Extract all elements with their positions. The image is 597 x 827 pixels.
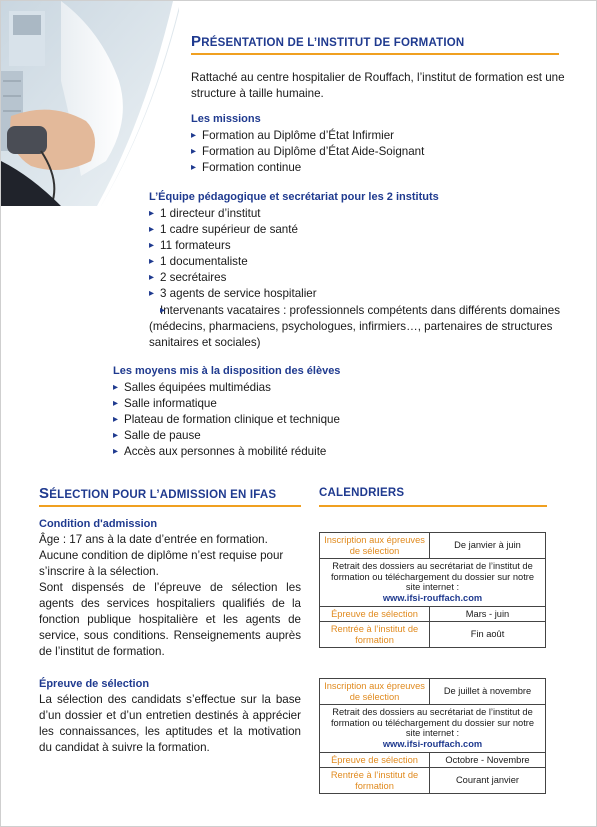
rentree-value: Courant janvier (430, 768, 546, 794)
condition-line: Sont dispensés de l’épreuve de sélection les agents des services hospitaliers qualifiés de la fonction publique hospitalière et les agents de service, sous conditions. Renseignements auprès de l’institut de formation. (39, 581, 301, 658)
retrait-cell (320, 705, 546, 752)
calendar-table-2 (319, 678, 546, 794)
rentree-label: Rentrée à l’institut de formation (320, 768, 430, 794)
condition-heading: Condition d'admission (39, 518, 158, 530)
table-row (320, 606, 546, 622)
condition-line: Âge : 17 ans à la date d’entrée en formation. (39, 533, 268, 546)
retrait-cell (320, 559, 546, 606)
epreuve-label: Épreuve de sélection (320, 606, 430, 622)
list-item: ▸ Salles équipées multimédias (113, 380, 553, 396)
table-row (320, 768, 546, 794)
table-row (320, 752, 546, 768)
epreuve-text: La sélection des candidats s’effectue sur la base d’un dossier et d’un entretien destinés à apprécier les connaissances, les aptitudes et la motivation du candidat à suivre la formation. (39, 693, 301, 754)
epreuve-label: Épreuve de sélection (320, 752, 430, 768)
title-initial: S (39, 485, 50, 502)
presentation-intro: Rattaché au centre hospitalier de Rouffach, l’institut de formation est une structure à taille humaine. (191, 71, 565, 100)
website-link[interactable]: www.ifsi-rouffach.com (382, 592, 483, 603)
moyens-heading: Les moyens mis à la disposition des élèves (113, 365, 341, 377)
condition-text (39, 532, 301, 660)
table-row (320, 533, 546, 559)
list-item: ▸ 1 cadre supérieur de santé (149, 222, 569, 238)
nurse-photo (1, 1, 179, 206)
table-row (320, 559, 546, 606)
missions-heading: Les missions (191, 113, 261, 125)
list-item: ▸ Intervenants vacataires : professionnels compétents dans différents domaines (médecins, pharmaciens, psychologues, infirmiers…, partenaires de structures sanitaires et sociales) (149, 303, 569, 351)
title-underline (39, 505, 301, 507)
list-item: ▸ Salle informatique (113, 396, 553, 412)
inscription-value: De janvier à juin (430, 533, 546, 559)
epreuve-value: Octobre - Novembre (430, 752, 546, 768)
title-underline (319, 505, 547, 507)
table-row (320, 622, 546, 648)
inscription-value: De juillet à novembre (430, 679, 546, 705)
retrait-text: Retrait des dossiers au secrétariat de l’institut de formation ou téléchargement du dossier sur notre site internet : (330, 561, 535, 593)
list-item: ▸ 1 directeur d’institut (149, 206, 569, 222)
list-item: ▸ Plateau de formation clinique et technique (113, 412, 553, 428)
missions-list (191, 128, 561, 176)
list-item: ▸ Formation au Diplôme d’État Aide-Soignant (191, 144, 561, 160)
epreuve-heading: Épreuve de sélection (39, 678, 150, 690)
list-item: ▸ Formation continue (191, 160, 561, 176)
inscription-label: Inscription aux épreuves de sélection (320, 533, 430, 559)
list-item: ▸ Salle de pause (113, 428, 553, 444)
condition-line: Aucune condition de diplôme n’est requise pour s’inscrire à la sélection. (39, 549, 284, 578)
epreuve-value: Mars - juin (430, 606, 546, 622)
list-item: ▸ 2 secrétaires (149, 270, 569, 286)
rentree-value: Fin août (430, 622, 546, 648)
website-link[interactable]: www.ifsi-rouffach.com (382, 738, 483, 749)
table-row (320, 679, 546, 705)
calendriers-title: CALENDRIERS (319, 487, 405, 499)
calendar-table-1 (319, 532, 546, 648)
inscription-label: Inscription aux épreuves de sélection (320, 679, 430, 705)
title-initial: P (191, 33, 202, 50)
list-item: ▸ 1 documentaliste (149, 254, 569, 270)
list-item: ▸ 3 agents de service hospitalier (149, 286, 569, 302)
retrait-text: Retrait des dossiers au secrétariat de l’institut de formation ou téléchargement du dossier sur notre site internet : (330, 707, 535, 739)
selection-title (39, 485, 276, 503)
title-rest: ÉLECTION POUR L’ADMISSION EN IFAS (49, 489, 277, 501)
list-item: ▸ Accès aux personnes à mobilité réduite (113, 444, 553, 460)
title-underline (191, 53, 559, 55)
presentation-title (191, 33, 464, 51)
list-item: ▸ 11 formateurs (149, 238, 569, 254)
equipe-heading: L’Équipe pédagogique et secrétariat pour les 2 instituts (149, 191, 439, 203)
list-item: ▸ Formation au Diplôme d’État Infirmier (191, 128, 561, 144)
equipe-list (149, 206, 569, 351)
rentree-label: Rentrée à l’institut de formation (320, 622, 430, 648)
title-rest: RÉSENTATION DE L’INSTITUT DE FORMATION (201, 37, 465, 49)
moyens-list (113, 380, 553, 460)
table-row (320, 705, 546, 752)
